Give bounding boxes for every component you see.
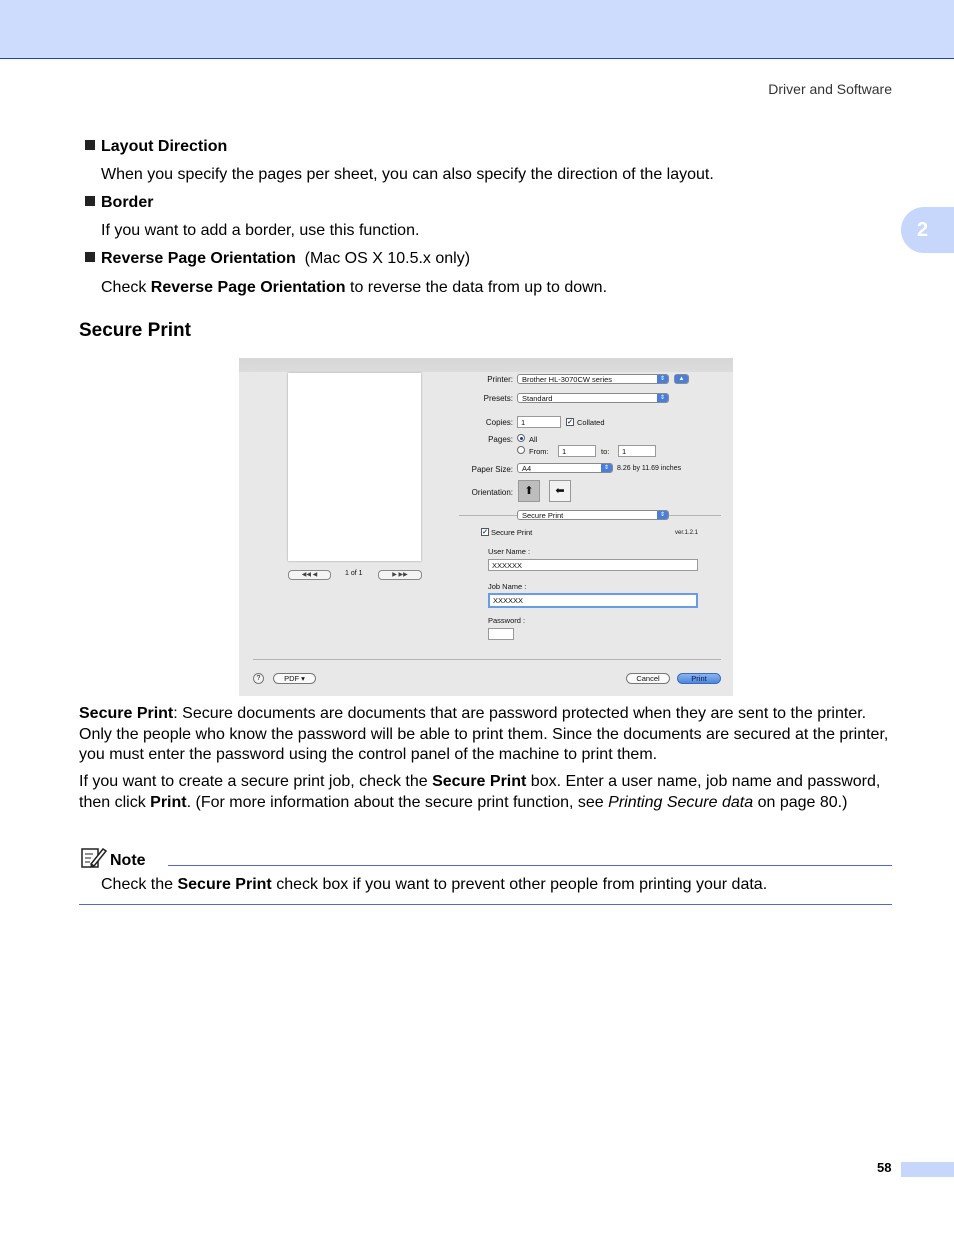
paragraph-create-job [79,772,894,813]
paper-size-select[interactable] [517,463,613,473]
square-bullet-icon [85,140,95,150]
paper-size-value: A4 [522,464,532,473]
note-pencil-icon [81,845,107,869]
note-rule-bottom [79,904,892,905]
item-description: When you specify the pages per sheet, you can also specify the direction of the layout. [101,166,714,183]
preview-back-buttons[interactable]: ◀◀ ◀ [288,570,331,580]
page-count: 1 of 1 [345,570,363,577]
para-text: . (For more information about the secure print function, see [186,793,609,811]
paper-size-label: Paper Size: [471,465,513,474]
page-number-bar [901,1162,954,1177]
panel-value: Secure Print [522,511,564,520]
user-name-label: User Name : [488,547,531,556]
expand-toggle-button[interactable] [674,374,689,384]
note-text [101,876,767,894]
panel-select[interactable] [517,510,669,520]
item-suffix: (Mac OS X 10.5.x only) [304,250,471,267]
pages-all-radio[interactable] [517,434,525,442]
presets-label: Presets: [483,394,513,403]
portrait-orientation-icon[interactable]: ⬆ [518,480,540,502]
para-text: on page 80.) [753,793,848,811]
cross-reference-link[interactable]: Printing Secure data [608,793,754,811]
to-input[interactable]: 1 [618,445,656,457]
paragraph-secure-print [79,704,894,766]
updown-arrows-icon: ⇕ [657,375,668,383]
bullet-layout-direction [85,138,227,156]
bullet-border [85,194,153,212]
printer-select[interactable] [517,374,669,384]
orientation-label: Orientation: [471,488,513,497]
desc-bold: Reverse Page Orientation [150,279,346,296]
secure-print-label: Secure Print [491,528,533,537]
page-number: 58 [877,1160,892,1175]
print-button[interactable]: Print [677,673,721,684]
note-text-part: check box if you want to prevent other people from printing your data. [271,876,768,893]
pdf-button[interactable]: PDF ▾ [273,673,316,684]
desc-text: to reverse the data from up to down. [345,279,608,296]
preview-forward-buttons[interactable]: ▶ ▶▶ [378,570,422,580]
section-title: Secure Print [79,320,191,341]
item-description [101,279,607,297]
item-title: Border [101,194,154,211]
para-text: box. Enter a user name, job name and password, then click [79,773,881,811]
chapter-tab: 2 [901,207,954,253]
para-text: : Secure documents are documents that are password protected when they are sent to the printer. Only the people who know the password will be able to print them. Since the documents are secured at the printer, you must enter the password using the control panel of the machine to print them. [79,705,889,763]
presets-select[interactable] [517,393,669,403]
pages-from-label: From: [529,447,549,456]
to-label: to: [601,447,610,456]
item-title: Reverse Page Orientation [101,250,296,267]
note-bold: Secure Print [177,876,272,893]
print-dialog-screenshot [239,358,733,696]
printer-label: Printer: [487,375,513,384]
printer-value: Brother HL-3070CW series [522,375,613,384]
version-label: ver.1.2.1 [675,530,699,536]
page-preview [288,373,421,561]
square-bullet-icon [85,196,95,206]
para-bold: Secure Print [432,773,527,790]
updown-arrows-icon: ⇕ [657,511,668,519]
password-input[interactable] [488,628,514,640]
pages-all-label: All [529,435,538,444]
pages-from-radio[interactable] [517,446,525,454]
note-text-part: Check the [101,876,178,893]
updown-arrows-icon: ⇕ [601,464,612,472]
top-header-band [0,0,954,59]
running-header: Driver and Software [768,81,892,97]
landscape-orientation-icon[interactable]: ⬅ [549,480,571,502]
job-name-input[interactable]: XXXXXX [488,593,698,608]
collated-checkbox[interactable]: ✓ [567,419,573,426]
pages-label: Pages: [488,435,513,444]
divider [253,659,721,660]
paper-size-note: 8.26 by 11.69 inches [617,465,682,472]
bullet-reverse-page-orientation [85,250,470,268]
square-bullet-icon [85,252,95,262]
para-bold: Secure Print [79,705,174,722]
copies-input[interactable]: 1 [517,416,561,428]
secure-print-checkbox[interactable]: ✓ [482,529,488,536]
cancel-button[interactable]: Cancel [626,673,670,684]
job-name-label: Job Name : [488,582,527,591]
note-rule-top [168,865,892,866]
item-description: If you want to add a border, use this function. [101,222,420,239]
item-title: Layout Direction [101,138,228,155]
copies-label: Copies: [485,418,513,427]
collated-label: Collated [577,418,605,427]
dialog-titlebar [239,358,733,372]
para-bold: Print [150,793,187,811]
triangle-up-icon: ▲ [675,375,688,383]
password-label: Password : [488,616,526,625]
note-label: Note [110,852,146,869]
from-input[interactable]: 1 [558,445,596,457]
para-text: If you want to create a secure print job, check the [79,773,433,790]
presets-value: Standard [522,394,553,403]
desc-text: Check [101,279,151,296]
updown-arrows-icon: ⇕ [657,394,668,402]
help-button[interactable]: ? [253,673,264,684]
user-name-input[interactable]: XXXXXX [488,559,698,571]
